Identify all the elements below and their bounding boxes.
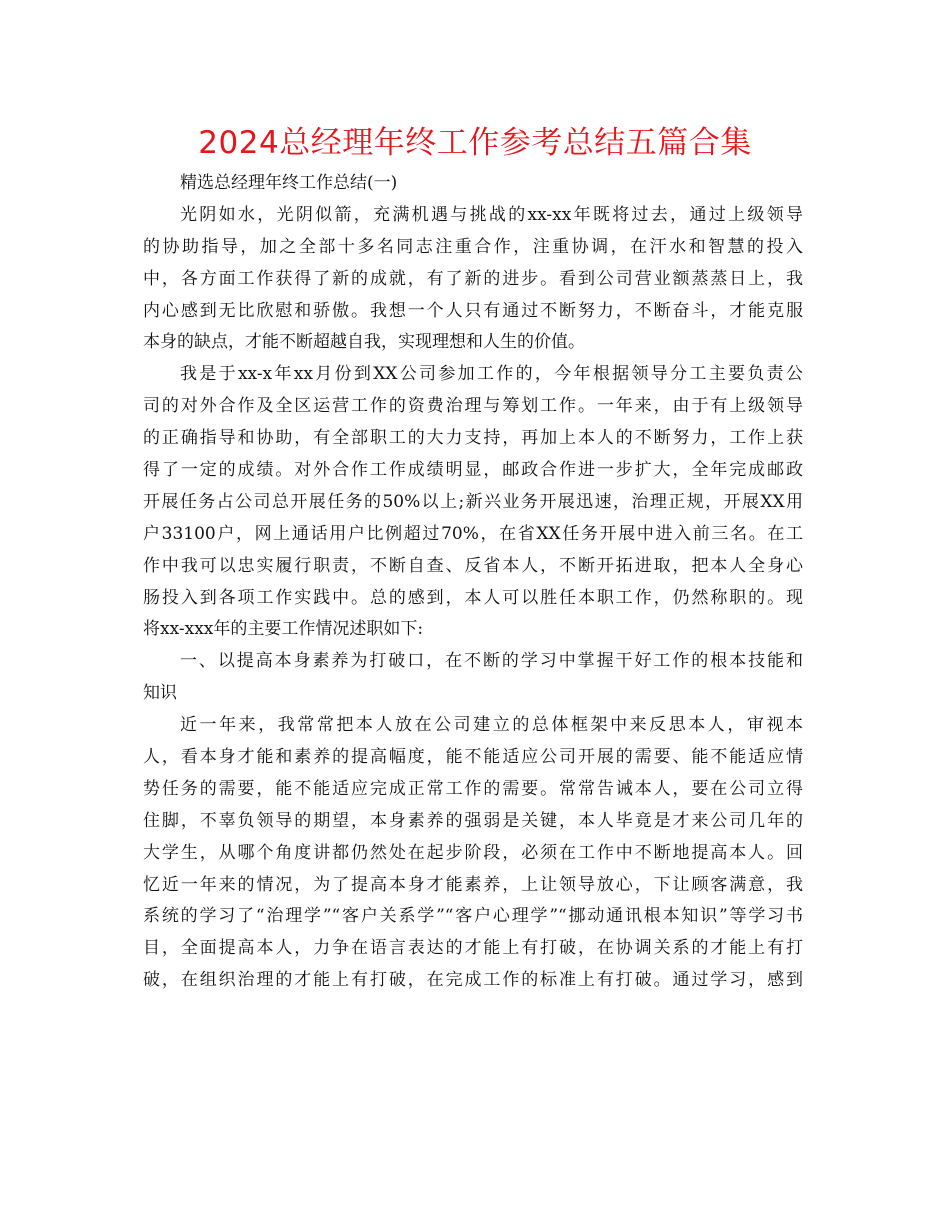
text-line: 作中我可以忠实履行职责，不断自查、反省本人，不断开拓进取，把本人全身心 [143,555,803,576]
text-line: 一、以提高本身素养为打破口，在不断的学习中掌握干好工作的根本技能和 [180,651,803,672]
text-line: 户33100户，网上通话用户比例超过70%，在省XX任务开展中进入前三名。在工 [143,523,803,544]
text-line: 住脚，不辜负领导的期望，本身素养的强弱是关键，本人毕竟是才来公司几年的 [143,810,803,831]
text-line: 光阴如水，光阴似箭，充满机遇与挑战的xx-xx年既将过去，通过上级领导 [180,204,803,225]
document-body [143,168,803,997]
text-line: 肠投入到各项工作实践中。总的感到，本人可以胜任本职工作，仍然称职的。现 [143,587,803,608]
text-line: 破，在组织治理的才能上有打破，在完成工作的标准上有打破。通过学习，感到 [143,970,803,991]
text-line: 近一年来，我常常把本人放在公司建立的总体框架中来反思本人，审视本 [180,715,803,736]
text-line: 系统的学习了“治理学”“客户关系学”“客户心理学”“挪动通讯根本知识”等学习书 [143,906,803,927]
text-line: 目，全面提高本人，力争在语言表达的才能上有打破，在协调关系的才能上有打 [143,938,803,959]
text-line: 中，各方面工作获得了新的成就，有了新的进步。看到公司营业额蒸蒸日上，我 [143,268,803,289]
text-line: 内心感到无比欣慰和骄傲。我想一个人只有通过不断努力，不断奋斗，才能克服 [143,300,803,321]
text-line: 势任务的需要，能不能适应完成正常工作的需要。常常告诫本人，要在公司立得 [143,778,803,799]
text-line: 的协助指导，加之全部十多名同志注重合作，注重协调，在汗水和智慧的投入 [143,236,803,257]
text-line: 大学生，从哪个角度讲都仍然处在起步阶段，必须在工作中不断地提高本人。回 [143,842,803,863]
text-line: 开展任务占公司总开展任务的50%以上;新兴业务开展迅速，治理正规，开展XX用 [143,491,803,512]
text-line: 得了一定的成绩。对外合作工作成绩明显，邮政合作进一步扩大，全年完成邮政 [143,460,803,481]
text-line: 精选总经理年终工作总结(一) [180,173,398,193]
text-line: 的正确指导和协助，有全部职工的大力支持，再加上本人的不断努力，工作上获 [143,428,803,449]
text-line: 司的对外合作及全区运营工作的资费治理与筹划工作。一年来，由于有上级领导 [143,396,803,417]
text-line: 将xx-xxx年的主要工作情况述职如下: [143,619,424,640]
text-line: 我是于xx-x年xx月份到XX公司参加工作的，今年根据领导分工主要负责公 [180,364,803,385]
text-line: 忆近一年来的情况，为了提高本身才能素养，上让领导放心，下让顾客满意，我 [143,874,803,895]
text-line: 知识 [143,683,177,704]
text-line: 本身的缺点，才能不断超越自我，实现理想和人生的价值。 [143,332,585,353]
text-line: 人，看本身才能和素养的提高幅度，能不能适应公司开展的需要、能不能适应情 [143,747,803,768]
document-title: 2024总经理年终工作参考总结五篇合集 [198,125,752,161]
